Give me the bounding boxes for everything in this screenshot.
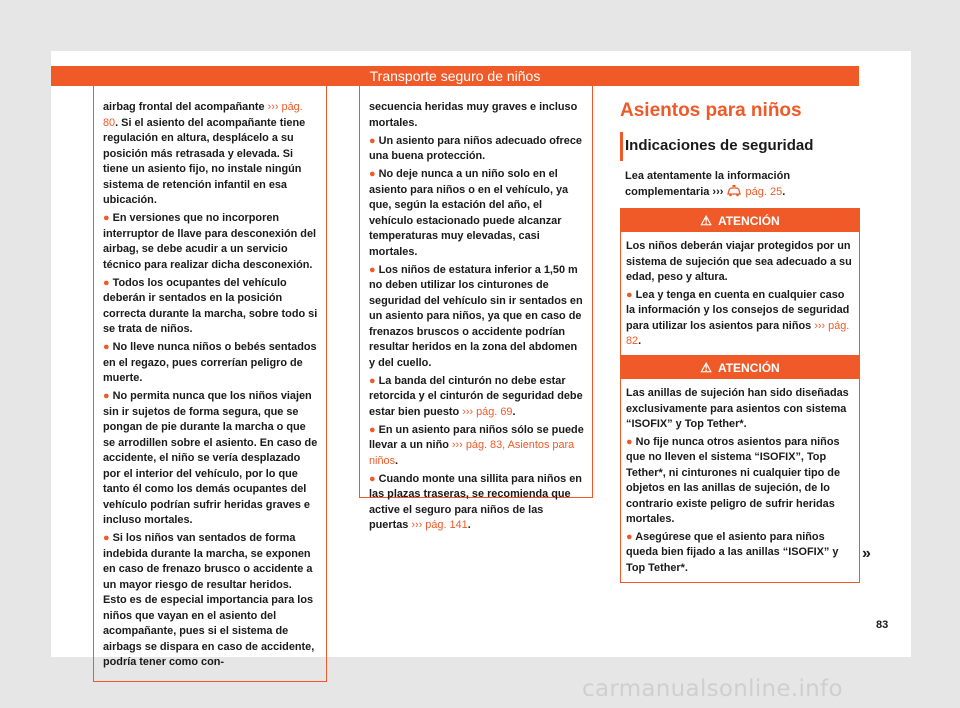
col1-bullet-5: ● Si los niños van sentados de forma indebida durante la marcha, se exponen en caso de frenazo brusco o accidente a un mayor riesgo de resultar heridos. Esto es de especial importancia para los niños que vayan en el asiento del acompañante, pues si el sistema de airbags se dispara en caso de accidente, podría tener como con- [103,532,315,668]
warning-bullet: ● Lea y tenga en cuenta en cualquier caso la información y los consejos de seguridad para utilizar los asientos para niños ››› pág. 82. [626,288,850,347]
page-reference-link[interactable]: ››› pág. 83, Asientos para niños [369,439,575,467]
bullet-icon: ● [626,435,633,448]
bullet-icon: ● [369,168,376,180]
warning-body [621,232,859,356]
car-info-icon [726,186,742,198]
bullet-icon: ● [103,276,110,289]
col2-bullet-2: ● No deje nunca a un niño solo en el asiento para niños o en el vehículo, ya que, según la estación del año, el vehículo estacionado puede alcanzar temperaturas muy elevadas, casi mortales. [369,168,569,258]
col2-bullet-6: ● Cuando monte una sillita para niños en las plazas traseras, se recomienda que active el seguro para niños de las puertas ››› pág. 141. [369,472,582,531]
bullet-icon: ● [369,263,376,276]
bullet-icon: ● [369,134,376,147]
page-reference-link[interactable]: ››› pág. 80 [103,101,303,129]
col2-bullet-4: ● La banda del cinturón no debe estar retorcida y el cinturón de seguridad debe estar bien puesto ››› pág. 69. [369,374,583,418]
col2-paragraph-0: secuencia heridas muy graves e incluso mortales. [369,101,578,129]
watermark: carmanualsonline.info [582,676,843,702]
col1-bullet-1: ● En versiones que no incorporen interruptor de llave para desconexión del airbag, se debe acudir a un servicio técnico para realizar dicha desconexión. [103,212,317,271]
page-reference-link[interactable]: ››› pág. 141 [411,519,468,531]
bullet-icon: ● [369,472,376,485]
bullet-icon: ● [626,288,633,301]
text-column-1 [93,86,327,682]
col1-bullet-4: ● No permita nunca que los niños viajen sin ir sujetos de forma segura, que se pongan de pie durante la marcha o que se arrodillen sobre el asiento. En caso de accidente, el niño se vería desplazado por el interior del vehículo, por lo que tanto él como los demás ocupantes del vehículo podrían sufrir heridas graves e incluso mortales. [103,390,318,526]
warning-bullet: ● No fije nunca otros asientos para niños que no lleven el sistema “ISOFIX”, Top Tether*, ni cinturones ni cualquier tipo de objetos en las anillas de sujeción, de lo contrario existe peligro de sufrir heridas mortales. [626,435,841,525]
warning-text: Las anillas de sujeción han sido diseñadas exclusivamente para asientos con sistema “ISOFIX” y Top Tether*. [626,387,849,430]
col1-bullet-2: ● Todos los ocupantes del vehículo deberán ir sentados en la posición correcta durante la marcha, sobre todo si se trata de niños. [103,276,318,335]
bullet-icon: ● [103,212,110,224]
col2-bullet-5: ● En un asiento para niños sólo se puede llevar a un niño ››› pág. 83, Asientos para niños. [369,423,584,467]
warning-box-2 [620,355,860,583]
section-heading: Asientos para niños [620,100,802,121]
page-reference-link[interactable]: pág. 25 [745,186,783,198]
warning-bullet: ● Asegúrese que el asiento para niños queda bien fijado a las anillas “ISOFIX” y Top Tether*. [626,530,839,574]
subsection-heading: Indicaciones de seguridad [625,137,814,154]
warning-triangle-icon: ⚠ [700,360,712,375]
col1-bullet-3: ● No lleve nunca niños o bebés sentados en el regazo, pues correrían peligro de muerte. [103,341,317,384]
bullet-icon: ● [103,532,110,544]
col2-bullet-3: ● Los niños de estatura inferior a 1,50 m no deben utilizar los cinturones de seguridad del vehículo sin ir sentados en un asiento para niños, ya que en caso de frenazos bruscos o accidente podrían resultar heridos en la zona del abdomen y del cuello. [369,263,583,369]
warning-text: Los niños deberán viajar protegidos por un sistema de sujeción que sea adecuado a su edad, peso y altura. [626,240,852,283]
warning-header: ⚠ ATENCIÓN [621,356,859,379]
warning-box-1 [620,208,860,357]
col1-paragraph-0: airbag frontal del acompañante ››› pág. 80. Si el asiento del acompañante tiene regulación en altura, desplácelo a su posición más retrasada y elevada. Si tiene un asiento fijo, no instale ningún sistema de retención infantil en esa ubicación. [103,101,306,206]
warning-header: ⚠ ATENCIÓN [621,209,859,232]
warning-triangle-icon: ⚠ [700,213,712,228]
bullet-icon: ● [103,390,110,402]
page-reference-link[interactable]: ››› pág. 69 [462,405,513,418]
page-reference-link[interactable]: ››› pág. 82 [626,319,850,347]
col2-bullet-1: ● Un asiento para niños adecuado ofrece una buena protección. [369,134,582,162]
section-header: Transporte seguro de niños [51,66,859,86]
subheading-rule [620,132,623,161]
text-column-2 [359,86,593,531]
bullet-icon: ● [369,374,376,387]
bullet-icon: ● [626,530,633,543]
page-number: 83 [876,619,889,631]
bullet-icon: ● [103,341,110,353]
bullet-icon: ● [369,423,376,436]
warning-body [621,379,859,582]
intro-paragraph: Lea atentamente la información complementaria ››› pág. 25. [625,170,791,198]
continue-icon: » [862,545,871,562]
